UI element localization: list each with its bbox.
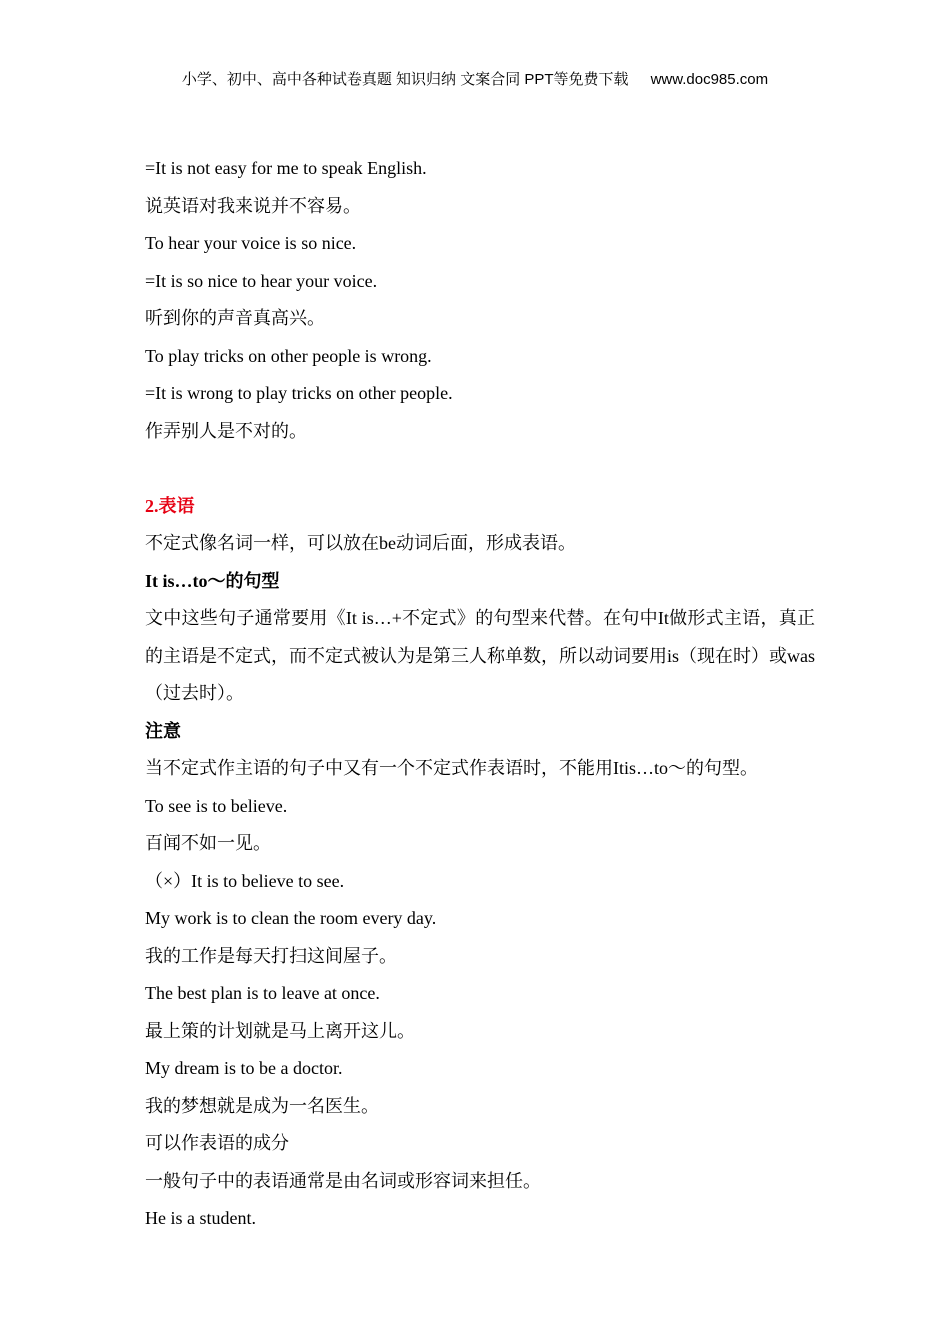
example-line: 作弄别人是不对的。: [145, 420, 307, 441]
example-line: =It is so nice to hear your voice.: [145, 270, 378, 291]
note-line: 一般句子中的表语通常是由名词或形容词来担任。: [145, 1170, 541, 1191]
document-body: [145, 150, 815, 1238]
note-line: 百闻不如一见。: [145, 833, 271, 853]
section-intro: 不定式像名词一样，可以放在be动词后面，形成表语。: [145, 533, 576, 553]
example-line: =It is wrong to play tricks on other people.: [145, 383, 453, 403]
example-line: =It is not easy for me to speak English.: [145, 158, 427, 178]
note-line: （×）It is to believe to see.: [145, 870, 345, 891]
example-line: To play tricks on other people is wrong.: [145, 345, 432, 366]
note-line: 我的工作是每天打扫这间屋子。: [145, 945, 397, 966]
section-title: 2.表语: [145, 495, 195, 516]
page-header: [0, 68, 950, 89]
example-line: 说英语对我来说并不容易。: [145, 195, 361, 216]
note-line: My work is to clean the room every day.: [145, 908, 437, 928]
note-heading: 注意: [145, 720, 181, 741]
header-url[interactable]: www.doc985.com: [650, 71, 769, 88]
note-line: He is a student.: [145, 1208, 256, 1228]
example-line: 听到你的声音真高兴。: [145, 308, 325, 328]
pattern-heading: It is…to～的句型: [145, 570, 280, 591]
note-line: My dream is to be a doctor.: [145, 1058, 343, 1078]
note-line: 当不定式作主语的句子中又有一个不定式作表语时，不能用Itis…to～的句型。: [145, 758, 758, 778]
header-text: 小学、初中、高中各种试卷真题 知识归纳 文案合同 PPT等免费下载: [181, 71, 629, 88]
note-line: 最上策的计划就是马上离开这儿。: [145, 1020, 415, 1041]
section-spacer: [145, 450, 815, 488]
note-line: 我的梦想就是成为一名医生。: [145, 1095, 379, 1116]
pattern-paragraph: 文中这些句子通常要用《It is…+不定式》的句型来代替。在句中It做形式主语，真正的主语是不定式，而不定式被认为是第三人称单数，所以动词要用is（现在时）或was（过去时）。: [145, 608, 815, 703]
note-line: To see is to believe.: [145, 795, 288, 816]
note-line: 可以作表语的成分: [145, 1133, 289, 1153]
example-line: To hear your voice is so nice.: [145, 233, 357, 253]
note-line: The best plan is to leave at once.: [145, 983, 380, 1003]
